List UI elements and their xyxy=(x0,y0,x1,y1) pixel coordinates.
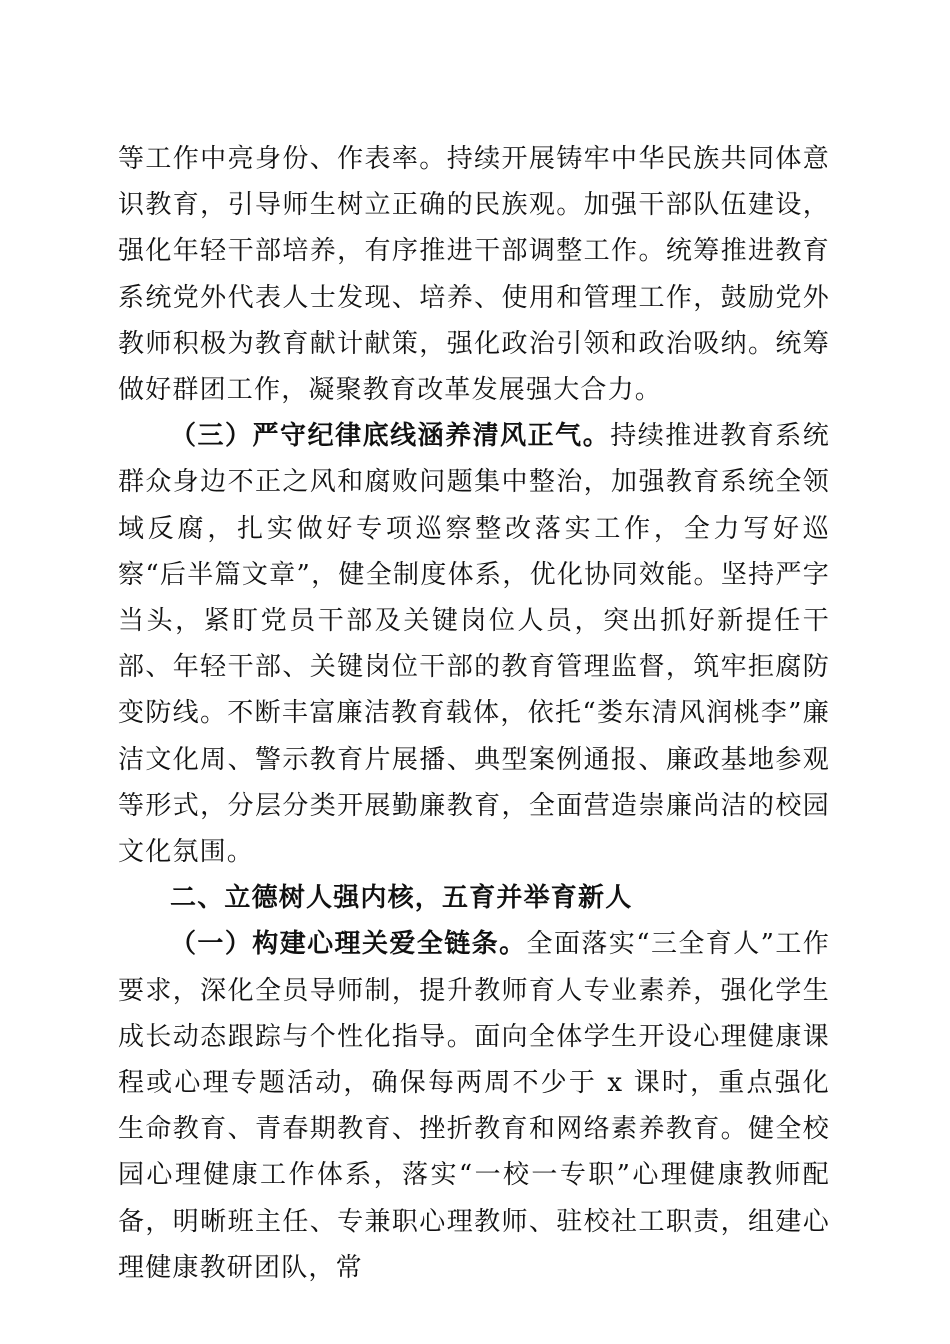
paragraph-discipline xyxy=(118,413,830,875)
paragraph-discipline-lead: （三）严守纪律底线涵养清风正气。 xyxy=(170,421,611,452)
paragraph-psychology-body: 全面落实“三全育人”工作要求，深化全员导师制，提升教师育人专业素养，强化学生成长动态跟踪与个性化指导。面向全体学生开设心理健康课程或心理专题活动，确保每两周不少于 x 课时，重点强化生命教育、青春期教育、挫折教育和网络素养教育。健全校园心理健康工作体系，落实“一校一专职”心理健康教师配备，明晰班主任、专兼职心理教师、驻校社工职责，组建心理健康教研团队，常 xyxy=(118,929,830,1283)
paragraph-continuation: 等工作中亮身份、作表率。持续开展铸牢中华民族共同体意识教育，引导师生树立正确的民族观。加强干部队伍建设，强化年轻干部培养，有序推进干部调整工作。统筹推进教育系统党外代表人士发现、培养、使用和管理工作，鼓励党外教师积极为教育献计献策，强化政治引领和政治吸纳。统筹做好群团工作，凝聚教育改革发展强大合力。 xyxy=(118,144,830,406)
section-heading-2: 二、立德树人强内核，五育并举育新人 xyxy=(170,883,633,914)
document-page xyxy=(118,136,830,1291)
paragraph-discipline-body: 持续推进教育系统群众身边不正之风和腐败问题集中整治，加强教育系统全领域反腐，扎实做好专项巡察整改落实工作，全力写好巡察“后半篇文章”，健全制度体系，优化协同效能。坚持严字当头，紧盯党员干部及关键岗位人员，突出抓好新提任干部、年轻干部、关键岗位干部的教育管理监督，筑牢拒腐防变防线。不断丰富廉洁教育载体，依托“娄东清风润桃李”廉洁文化周、警示教育片展播、典型案例通报、廉政基地参观等形式，分层分类开展勤廉教育，全面营造崇廉尚洁的校园文化氛围。 xyxy=(118,421,830,868)
paragraph-psychology xyxy=(118,921,830,1291)
paragraph-psychology-lead: （一）构建心理关爱全链条。 xyxy=(170,929,527,960)
